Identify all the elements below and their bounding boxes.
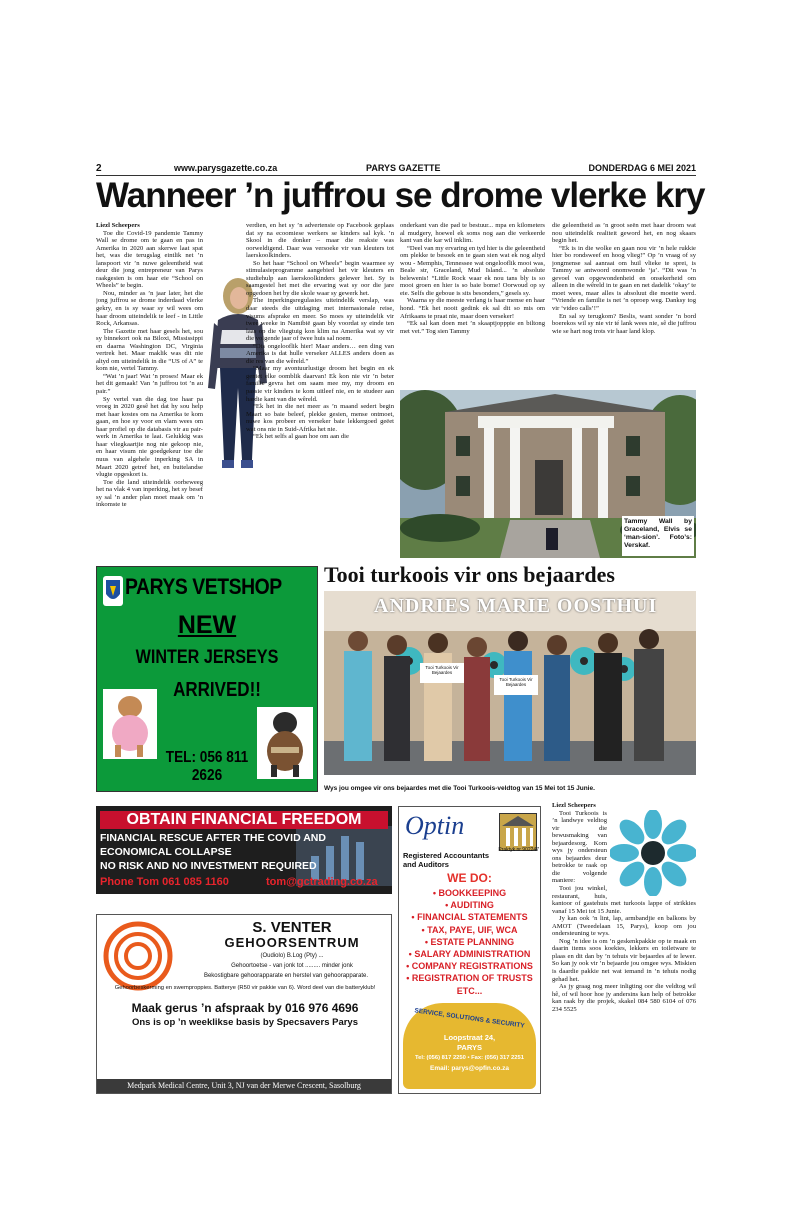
vetshop-tel: TEL: 056 811 2626 [165, 749, 249, 784]
turkoois-group-photo [324, 591, 696, 775]
opfin-slogan: SERVICE, SOLUTIONS & SECURITY [413, 1007, 526, 1030]
placard-2: Tooi Turkoois Vir Bejaardes [499, 677, 533, 687]
placard-1: Tooi Turkoois Vir Bejaardes [425, 665, 459, 675]
story-column-2: verdien, en het sy ’n advertensie op Facebook geplaas dat sy na ecoomiese werkers se kinders sal kyk. ’n Skool in die donker – maar die reaksie was oorweldigend. Daar was versoeke vir van kleuters tot laerskoolkinders. So het haar “School on Wheels” begin waarmee sy stimulasieprogramme aangebied het vir kleuters en studiehulp aan laerskoolkinders gelewer het. Sy is saamgestel het met die ervaring wat sy oor die jare opgedoen het by die skole waar sy gewerk het. The inperkingsregulasies uiteindelik verslap, was daar steeds die uitdaging met internasionale reise, visums afsprake en meer. So moes sy uiteindelik vir twee weeke in Namibië gaan bly voordat sy einde ten laas op die vliegtuig kon klim na Amerika wat sy vir die volgende jaar of twee huis sal noem. “Dis ongelooflik hier! Maar anders… een ding van Amerika is dat hulle verseker ALLES anders doen as die res van die wêreld.” “Maar my avontuurlustige droom het begin en ek geniet elke oomblik daarvan! Ek kon nie vir ’n beter familie gevra het om saam mee my, my droom en passie vir kinders te kom uitleef nie, en te studeer aan hardie kant van die wêreld. “Ek het in die net meer as ’n maand sedert begin Maart so baie beleef, plekke gesien, mense ontmoet, nuwe kos probeer en verseker baie lekkergoed geëet wat ons nie in Suid-Afrika het nie. “Ek het selfs al gaan hoe om aan die [246, 222, 394, 441]
graceland-caption: Tammy Wall by Graceland, Elvis se ‘man-sion’. Foto’s: Verskaf. [622, 516, 694, 556]
financial-line1: FINANCIAL RESCUE AFTER THE COVID AND [100, 832, 326, 844]
opfin-building-icon [499, 813, 537, 851]
graceland-photo [400, 390, 696, 558]
venter-name2: GEHOORSENTRUM [224, 935, 360, 950]
venter-qualification: (Oudiolo) B.Log (Pty) ... [260, 953, 324, 959]
opfin-address2: PARYS [456, 1043, 482, 1052]
turkoois-story-text: Liezl Scheepers Tooi Turkoois is ’n landwye veldtog vir die bewusmaking van bejaardesorg. Kom wys jy ondersteun ons bejaardes deur betrokke te raak op die volgende maniere: Tooi jou winkel, restaurant, huis, kantoor of gastehuis met turkoois lappe of strikkies vanaf 15 Mei tot 15 Junie. Jy kan ook ’n lint, lap, armbandjie en balkons by AMOT (Tweedelaan 15, Parys), koop om jou ondersteuning te wys. Nog ’n idee is om ’n geskenkpakkie op te maak en daarin items soos koekies, lekkers en toiletware te plaas en dit dan by ’n tehuis vir bejaardes af te lewer. So kan jy ook vir ’n bejaarde jou omgee wys. Miskien is daardie pakkie net wat iemand in ’n tehuis nodig gehad het. As jy graag nog meer inligting oor die veldtog wil hê, of wil hoor hoe jy andersins kan help of betrokke kan raak by die projek, skakel 084 580 6104 of 076 234 5525 [552, 802, 696, 1013]
turkoois-byline: Liezl Scheepers [552, 802, 596, 809]
vetshop-line1: WINTER JERSEYS [135, 647, 279, 668]
turkoois-headline: Tooi turkoois vir ons bejaardes [324, 562, 615, 587]
opfin-email: Email: parys@opfin.co.za [430, 1065, 509, 1072]
venter-name1: S. VENTER [252, 919, 332, 936]
vetshop-line2: ARRIVED!! [173, 679, 261, 701]
financial-freedom-ad [96, 806, 392, 894]
financial-phone: Phone Tom 061 085 1160 [100, 876, 229, 888]
opfin-practice: Praktyk nr 902247 [498, 847, 539, 853]
turquoise-flower-image [610, 810, 696, 896]
col1-paragraphs: Toe die Covid-19 pandemie Tammy Wall se drome om te gaan en pas in Amerika in 2020 aan skerwe laat spat het, was die terugslag eintlik net ’n lanspoort vir ’n nuwe geleentheid wat deur die jong entrepreneur van Parys raakgesien is om haar eie “School on Wheels” te begin. Nou, minder as ’n jaar later, het die jong juffrou se drome inderdaad vlerke gekry, en is sy waar sy wil wees om haar droom uiteindelik te leef - in Little Rock, Arkansas. The Gazette met haar gesels het, sou sy binnekort ook na Biloxi, Mississippi en daarna Washington DC, Virginia vertrek het. Maar maklik was dit nie altyd om uiteindelik in die “US of A” te kom nie, vertel Tammy. “Wat ’n jaar! Wat ’n proses! Maar ek het dit gemaak! Van ’n juffrou tot ’n au pair.” Sy vertel van die dag toe haar pa vroeg in 2020 gesê het dat hy sou help met haar kostes om na Amerika te kom gaan, en hoe sy voor en vlam wees om haar profiel op die databasis vir au pair-werk in Amerika te laai. Gelukkig was haar vliegkaartjie nog nie gekoop nie, en haar visum nie goedgekeur toe die nuus van algehele inperking SA in Maart 2020 getref het, en buitelandse vlugte opgeskort is. Toe die land uiteindelik oorbeweeg het na vlak 4 van inperking, het sy besef sy sal ’n ander plan moet maak om ’n inkomste te [96, 229, 203, 509]
opfin-we-do: WE DO: [447, 871, 492, 885]
venter-line1: Gehoortoetse - van jonk tot ......... minder jonk [231, 963, 353, 969]
opfin-tel: Tel: (056) 817 2250 • Fax: (056) 317 2251 [415, 1055, 524, 1061]
group-photo-caption: Wys jou omgee vir ons bejaardes met die Tooi Turkoois-veldtog van 15 Mei tot 15 Junie. [324, 785, 595, 792]
vetshop-new: NEW [177, 611, 237, 639]
website: www.parysgazette.co.za [174, 163, 278, 173]
financial-email: tom@gctrading.co.za [266, 876, 378, 888]
paper-name: PARYS GAZETTE [366, 163, 441, 173]
story-column-1 [96, 222, 203, 562]
story-column-3: onderkant van die pad te bestuur... mpa en kilometers al mudgery, hoewel ek soms nog aan die verkeerde kant van die kar wil inklim. “Deel van my ervaring en tyd hier is die geleentheid om plekke te besoek en te gaan sien wat ek nog altyd wou - Memphis, Tennessee wat ongelooflik mooi was, Beale str, Graceland, Mud Island... ’n absolute belewenis! “Little Rock waar ek nou tans bly is so mooi groen en hier is so baie bome! Oorwoud op sy eie. Selfs die geboue is sits besonders,” gesels sy. Waarna sy die meeste verlang is haar mense en haar hond. “Ek het nooit gedink ek sal dit so mis om Afrikaans te praat nie, maar doen verseker! “Ek sal kan doen met ’n skaaptjopppie en biltong met vet.” Tog sien Tammy [400, 222, 545, 335]
financial-line3: NO RISK AND NO INVESTMENT REQUIRED [100, 860, 317, 872]
vetshop-logo [103, 576, 123, 606]
dog-pink-jersey-photo [103, 689, 157, 759]
venter-line3: Gehoorbeskerming en swemproppies. Batterye (R50 vir pakkie van 6). Word deel van die batteryklub! [114, 985, 376, 991]
photo-sign-text: ANDRIES MARIE OOSTHUI [374, 595, 658, 617]
financial-title: OBTAIN FINANCIAL FREEDOM [100, 811, 388, 829]
venter-address: Medpark Medical Centre, Unit 3, NJ van der Merwe Crescent, Sasolburg [97, 1079, 391, 1093]
ear-logo [103, 921, 173, 991]
financial-line2: ECONOMICAL COLLAPSE [100, 846, 232, 858]
opfin-services: • BOOKKEEPING • AUDITING • FINANCIAL STATEMENTS • TAX, PAYE, UIF, WCA • ESTATE PLANNING • SALARY ADMINISTRATION • COMPANY REGISTRATIONS • REGISTRATION OF TRUSTS ETC... [406, 888, 533, 996]
opfin-ad [398, 806, 541, 1094]
folio-bar [96, 163, 696, 176]
byline: Liezl Scheepers [96, 222, 140, 229]
venter-cta: Maak gerus ’n afspraak by 016 976 4696 [131, 1001, 359, 1015]
venter-sub: Ons is op ’n weeklikse basis by Specsavers Parys [131, 1017, 358, 1028]
story-column-4: die geleentheid as ’n groot seën met haar droom wat nou uiteindelik realiteit geword het, en nog skaars begin het. “Ek is in die wolke en gaan nou vir ’n hele rukkie hier bo rondsweef en hoog vlieg!” Op ’n vraag of sy jongmense sal aanraai om huil vlieke te sprei, is Tammy se antwoord onomwonde ‘ja’. “Dit was ’n gevoel van opgewondenheid en onsekerheid om alleen in die wêreld in te gaan en net dadelik ‘okay’ te moet wees, maar alles is absoluut die moeite werd. “Vriende en familie is net ’n oproep weg. Danksy tog vir ‘video calls’!” En sal sy terugkom? Beslis, want sonder ’n bord boerekos wil sy nie vir té lank wees nie, sê die juffrou wie se hart nog trots vir haar land klop. [552, 222, 696, 335]
page-number: 2 [96, 163, 102, 174]
opfin-address1: Loopstraat 24, [443, 1033, 496, 1042]
dog-brown-jersey-photo [257, 707, 313, 779]
opfin-subtitle: Registered Accountants and Auditors [403, 851, 489, 869]
vetshop-title: PARYS VETSHOP [125, 574, 282, 599]
venter-line2: Bekostigbare gehoorapparate en herstel van gehoorapparate. [203, 973, 369, 979]
vetshop-ad [96, 566, 318, 792]
opfin-logo: Optin [405, 811, 465, 840]
main-headline: Wanneer ’n juffrou se drome vlerke kry [96, 176, 705, 215]
venter-hearing-ad [96, 914, 392, 1094]
issue-date: DONDERDAG 6 MEI 2021 [588, 163, 696, 173]
